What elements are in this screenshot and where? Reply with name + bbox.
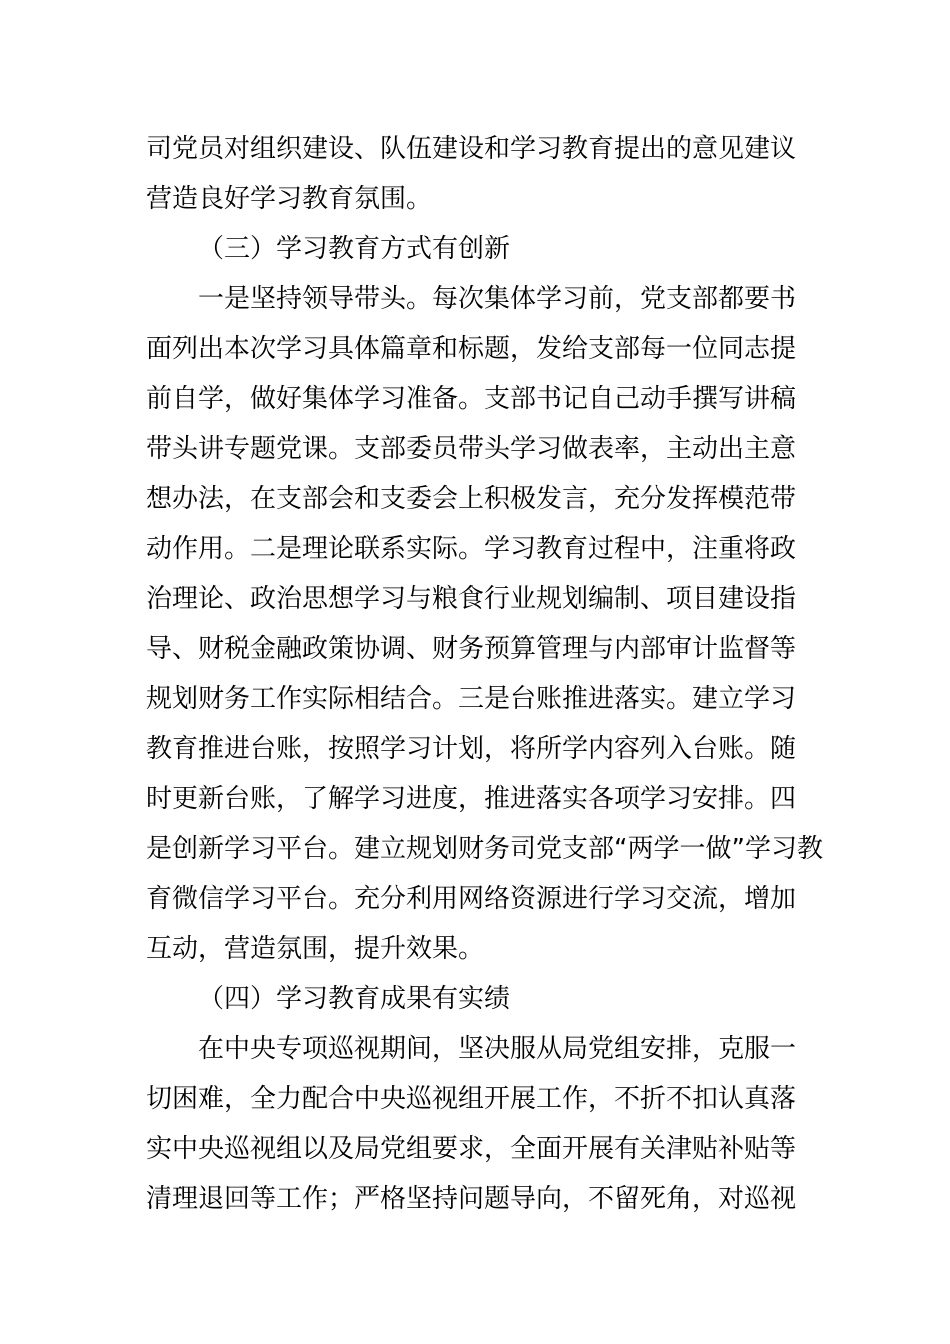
text-line: 治理论、政治思想学习与粮食行业规划编制、项目建设指 [146,584,797,614]
text-line: 互动，营造氛围，提升效果。 [146,934,485,964]
text-line: 导、财税金融政策协调、财务预算管理与内部审计监督等 [146,634,797,664]
text-line: 动作用。二是理论联系实际。学习教育过程中，注重将政 [146,534,797,564]
text-line: 司党员对组织建设、队伍建设和学习教育提出的意见建议 [146,134,797,164]
text-line: 规划财务工作实际相结合。三是台账推进落实。建立学习 [146,684,797,714]
paragraph-first-line: 在中央专项巡视期间，坚决服从局党组安排，克服一 [198,1034,797,1064]
text-line: 想办法，在支部会和支委会上积极发言，充分发挥模范带 [146,484,797,514]
text-line: 营造良好学习教育氛围。 [146,184,433,214]
text-line: 切困难，全力配合中央巡视组开展工作，不折不扣认真落 [146,1084,797,1114]
text-line: 时更新台账，了解学习进度，推进落实各项学习安排。四 [146,784,797,814]
text-line: 教育推进台账，按照学习计划，将所学内容列入台账。随 [146,734,797,764]
text-line: 是创新学习平台。建立规划财务司党支部“两学一做”学习教 [146,834,823,864]
text-line: 育微信学习平台。充分利用网络资源进行学习交流，增加 [146,884,797,914]
section-heading: （三）学习教育方式有创新 [198,234,511,264]
text-line: 面列出本次学习具体篇章和标题，发给支部每一位同志提 [146,334,797,364]
text-line: 前自学，做好集体学习准备。支部书记自己动手撰写讲稿 [146,384,797,414]
text-line: 实中央巡视组以及局党组要求，全面开展有关津贴补贴等 [146,1134,797,1164]
paragraph-first-line: 一是坚持领导带头。每次集体学习前，党支部都要书 [198,284,797,314]
section-heading: （四）学习教育成果有实绩 [198,984,511,1014]
text-line: 带头讲专题党课。支部委员带头学习做表率，主动出主意 [146,434,797,464]
document-body [146,124,823,1224]
text-line: 清理退回等工作；严格坚持问题导向，不留死角，对巡视 [146,1184,797,1214]
